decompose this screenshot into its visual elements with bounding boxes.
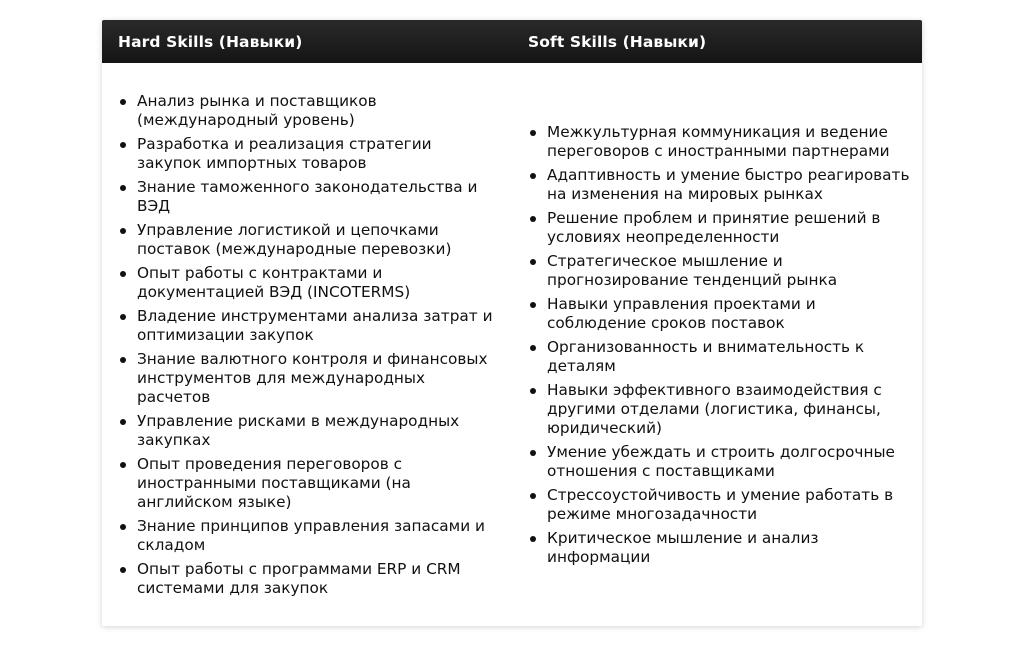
list-item-text: Управление логистикой и цепочками поставок (международные перевозки) bbox=[137, 220, 452, 258]
bullet-icon bbox=[120, 419, 126, 425]
list-item bbox=[528, 295, 914, 333]
list-item-text: Разработка и реализация стратегии закупок импортных товаров bbox=[137, 134, 432, 172]
list-item bbox=[528, 252, 914, 290]
list-item bbox=[118, 221, 500, 259]
list-item-text: Анализ рынка и поставщиков (международный уровень) bbox=[137, 91, 377, 129]
skills-table bbox=[102, 20, 922, 626]
list-item bbox=[528, 381, 914, 438]
bullet-icon bbox=[120, 524, 126, 530]
list-item-text: Владение инструментами анализа затрат и оптимизации закупок bbox=[137, 306, 493, 344]
table-body bbox=[102, 63, 922, 626]
bullet-icon bbox=[530, 302, 536, 308]
bullet-icon bbox=[120, 567, 126, 573]
list-item bbox=[528, 338, 914, 376]
list-item-text: Навыки управления проектами и соблюдение сроков поставок bbox=[547, 294, 816, 332]
bullet-icon bbox=[530, 345, 536, 351]
bullet-icon bbox=[530, 388, 536, 394]
bullet-icon bbox=[120, 185, 126, 191]
bullet-icon bbox=[120, 314, 126, 320]
bullet-icon bbox=[530, 130, 536, 136]
bullet-icon bbox=[530, 536, 536, 542]
list-item-text: Опыт работы с программами ERP и CRM системами для закупок bbox=[137, 559, 461, 597]
bullet-icon bbox=[120, 357, 126, 363]
list-item-text: Стратегическое мышление и прогнозирование тенденций рынка bbox=[547, 251, 838, 289]
hard-skills-header: Hard Skills (Навыки) bbox=[118, 32, 303, 51]
table-header bbox=[102, 20, 922, 63]
hard-skills-list bbox=[118, 92, 500, 598]
soft-skills-column bbox=[512, 63, 922, 626]
list-item-text: Знание валютного контроля и финансовых инструментов для международных расчетов bbox=[137, 349, 488, 406]
bullet-icon bbox=[530, 450, 536, 456]
soft-skills-list bbox=[528, 123, 914, 567]
list-item bbox=[118, 178, 500, 216]
bullet-icon bbox=[120, 271, 126, 277]
list-item-text: Управление рисками в международных закупках bbox=[137, 411, 460, 449]
list-item-text: Адаптивность и умение быстро реагировать на изменения на мировых рынках bbox=[547, 165, 910, 203]
bullet-icon bbox=[120, 142, 126, 148]
bullet-icon bbox=[120, 462, 126, 468]
bullet-icon bbox=[530, 173, 536, 179]
list-item-text: Знание принципов управления запасами и складом bbox=[137, 516, 485, 554]
bullet-icon bbox=[120, 99, 126, 105]
list-item bbox=[528, 529, 914, 567]
list-item-text: Межкультурная коммуникация и ведение переговоров с иностранными партнерами bbox=[547, 122, 890, 160]
list-item bbox=[528, 166, 914, 204]
hard-skills-column bbox=[102, 63, 512, 626]
list-item bbox=[118, 264, 500, 302]
list-item-text: Опыт работы с контрактами и документацией ВЭД (INCOTERMS) bbox=[137, 263, 411, 301]
list-item bbox=[528, 486, 914, 524]
list-item bbox=[118, 517, 500, 555]
list-item-text: Умение убеждать и строить долгосрочные отношения с поставщиками bbox=[547, 442, 895, 480]
bullet-icon bbox=[530, 216, 536, 222]
bullet-icon bbox=[530, 493, 536, 499]
list-item bbox=[118, 350, 500, 407]
bullet-icon bbox=[120, 228, 126, 234]
list-item bbox=[528, 123, 914, 161]
list-item bbox=[118, 135, 500, 173]
list-item bbox=[118, 92, 500, 130]
list-item-text: Организованность и внимательность к деталям bbox=[547, 337, 865, 375]
list-item bbox=[528, 443, 914, 481]
list-item-text: Опыт проведения переговоров с иностранными поставщиками (на английском языке) bbox=[137, 454, 411, 511]
soft-skills-header: Soft Skills (Навыки) bbox=[528, 32, 707, 51]
list-item-text: Знание таможенного законодательства и ВЭД bbox=[137, 177, 478, 215]
list-item bbox=[118, 412, 500, 450]
list-item bbox=[528, 209, 914, 247]
list-item-text: Навыки эффективного взаимодействия с другими отделами (логистика, финансы, юридический) bbox=[547, 380, 882, 437]
list-item-text: Решение проблем и принятие решений в условиях неопределенности bbox=[547, 208, 881, 246]
list-item-text: Критическое мышление и анализ информации bbox=[547, 528, 819, 566]
list-item bbox=[118, 307, 500, 345]
list-item bbox=[118, 560, 500, 598]
bullet-icon bbox=[530, 259, 536, 265]
list-item bbox=[118, 455, 500, 512]
list-item-text: Стрессоустойчивость и умение работать в режиме многозадачности bbox=[547, 485, 894, 523]
